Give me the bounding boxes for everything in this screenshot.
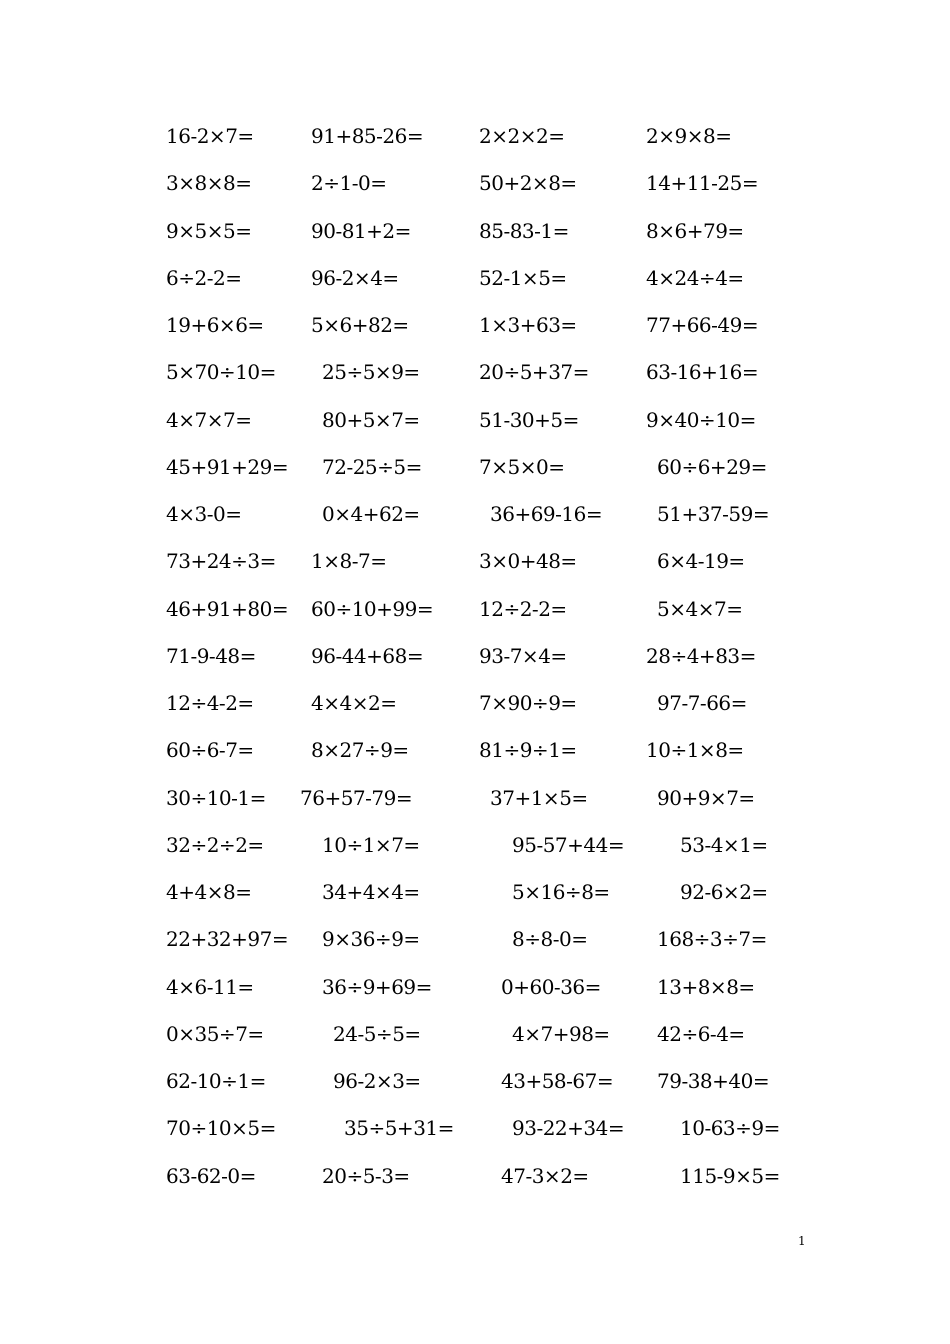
- math-problem: 8×27÷9=: [311, 738, 409, 763]
- math-problem: 92-6×2=: [680, 880, 768, 904]
- math-problem: 0+60-36=: [501, 974, 601, 999]
- math-problem: 97-7-66=: [657, 691, 747, 715]
- math-problem: 93-22+34=: [512, 1116, 625, 1141]
- math-problem: 45+91+29=: [166, 454, 289, 479]
- math-problem: 14+11-25=: [646, 171, 759, 196]
- problem-row: [0, 688, 950, 718]
- math-problem: 47-3×2=: [501, 1163, 589, 1188]
- math-problem: 4+4×8=: [166, 880, 252, 904]
- math-problem: 42÷6-4=: [657, 1021, 745, 1046]
- math-problem: 19+6×6=: [166, 313, 264, 337]
- problem-row: [0, 877, 950, 907]
- math-problem: 4×24÷4=: [646, 265, 744, 290]
- math-problem: 35÷5+31=: [344, 1116, 454, 1141]
- problem-row: [0, 594, 950, 624]
- math-problem: 2×9×8=: [646, 124, 732, 148]
- problem-row: [0, 830, 950, 860]
- math-problem: 9×36÷9=: [322, 927, 420, 952]
- math-problem: 7×5×0=: [479, 454, 565, 479]
- math-problem: 3×0+48=: [479, 549, 577, 574]
- math-problem: 51-30+5=: [479, 407, 579, 432]
- math-problem: 80+5×7=: [322, 407, 420, 432]
- problem-row: [0, 735, 950, 765]
- problem-row: [0, 924, 950, 954]
- math-problem: 34+4×4=: [322, 880, 420, 904]
- problem-row: [0, 1066, 950, 1096]
- math-problem: 2÷1-0=: [311, 171, 387, 196]
- problem-row: [0, 641, 950, 671]
- math-problem: 96-2×3=: [333, 1069, 421, 1093]
- math-problem: 28÷4+83=: [646, 643, 756, 668]
- math-problem: 62-10÷1=: [166, 1069, 266, 1093]
- math-problem: 60÷6-7=: [166, 738, 254, 763]
- math-problem: 4×6-11=: [166, 974, 254, 999]
- math-problem: 51+37-59=: [657, 502, 770, 526]
- math-problem: 10-63÷9=: [680, 1116, 780, 1141]
- math-problem: 81÷9÷1=: [479, 738, 577, 763]
- math-problem: 7×90÷9=: [479, 691, 577, 715]
- problem-row: [0, 263, 950, 293]
- problem-row: [0, 972, 950, 1002]
- math-problem: 95-57+44=: [512, 832, 625, 857]
- math-problem: 16-2×7=: [166, 124, 254, 148]
- problem-row: [0, 499, 950, 529]
- math-problem: 63-16+16=: [646, 360, 759, 385]
- math-problem: 13+8×8=: [657, 974, 755, 999]
- math-problem: 10÷1×7=: [322, 832, 420, 857]
- problem-row: [0, 357, 950, 387]
- math-problem: 36÷9+69=: [322, 974, 432, 999]
- problem-row: [0, 121, 950, 151]
- math-problem: 25÷5×9=: [322, 360, 420, 385]
- math-problem: 46+91+80=: [166, 596, 289, 621]
- math-problem: 60÷6+29=: [657, 454, 767, 479]
- math-problem: 8÷8-0=: [512, 927, 588, 952]
- math-problem: 85-83-1=: [479, 218, 569, 243]
- math-problem: 71-9-48=: [166, 643, 256, 668]
- math-problem: 90+9×7=: [657, 785, 755, 810]
- page-number: 1: [798, 1234, 806, 1248]
- math-problem: 9×5×5=: [166, 218, 252, 243]
- math-problem: 76+57-79=: [300, 785, 413, 810]
- math-problem: 1×3+63=: [479, 313, 577, 337]
- math-problem: 90-81+2=: [311, 218, 411, 243]
- math-problem: 9×40÷10=: [646, 407, 756, 432]
- math-problem: 91+85-26=: [311, 124, 424, 148]
- math-problem: 1×8-7=: [311, 549, 387, 574]
- math-problem: 72-25÷5=: [322, 454, 422, 479]
- math-problem: 3×8×8=: [166, 171, 252, 196]
- math-problem: 52-1×5=: [479, 265, 567, 290]
- math-problem: 96-44+68=: [311, 643, 424, 668]
- math-problem: 79-38+40=: [657, 1069, 770, 1093]
- math-problem: 24-5÷5=: [333, 1021, 421, 1046]
- math-problem: 6×4-19=: [657, 549, 745, 574]
- math-problem: 30÷10-1=: [166, 785, 266, 810]
- problem-row: [0, 783, 950, 813]
- math-problem: 20÷5-3=: [322, 1163, 410, 1188]
- math-problem: 22+32+97=: [166, 927, 289, 952]
- math-problem: 37+1×5=: [490, 785, 588, 810]
- math-problem: 43+58-67=: [501, 1069, 614, 1093]
- math-problem: 5×16÷8=: [512, 880, 610, 904]
- math-problem: 5×4×7=: [657, 596, 743, 621]
- problem-row: [0, 310, 950, 340]
- math-problem: 8×6+79=: [646, 218, 744, 243]
- math-problem: 73+24÷3=: [166, 549, 276, 574]
- math-problem: 4×3-0=: [166, 502, 242, 526]
- math-problem: 63-62-0=: [166, 1163, 256, 1188]
- math-problem: 20÷5+37=: [479, 360, 589, 385]
- problem-row: [0, 1113, 950, 1143]
- math-problem: 2×2×2=: [479, 124, 565, 148]
- math-problem: 6÷2-2=: [166, 265, 242, 290]
- problem-row: [0, 546, 950, 576]
- math-problem: 36+69-16=: [490, 502, 603, 526]
- math-problem: 5×70÷10=: [166, 360, 276, 385]
- math-problem: 12÷2-2=: [479, 596, 567, 621]
- math-problem: 4×4×2=: [311, 691, 397, 715]
- math-problem: 115-9×5=: [680, 1163, 780, 1188]
- math-problem: 4×7+98=: [512, 1021, 610, 1046]
- math-problem: 53-4×1=: [680, 832, 768, 857]
- math-problem: 77+66-49=: [646, 313, 759, 337]
- math-problem: 168÷3÷7=: [657, 927, 767, 952]
- math-problem: 50+2×8=: [479, 171, 577, 196]
- math-problem: 12÷4-2=: [166, 691, 254, 715]
- problem-row: [0, 452, 950, 482]
- problem-row: [0, 1161, 950, 1191]
- math-problem: 96-2×4=: [311, 265, 399, 290]
- math-problem: 70÷10×5=: [166, 1116, 276, 1141]
- math-problem: 4×7×7=: [166, 407, 252, 432]
- math-problem: 5×6+82=: [311, 313, 409, 337]
- problem-row: [0, 1019, 950, 1049]
- math-problem: 32÷2÷2=: [166, 832, 264, 857]
- problem-row: [0, 216, 950, 246]
- math-problem: 0×4+62=: [322, 502, 420, 526]
- math-problem: 93-7×4=: [479, 643, 567, 668]
- math-problem: 10÷1×8=: [646, 738, 744, 763]
- math-problem: 60÷10+99=: [311, 596, 434, 621]
- problem-row: [0, 405, 950, 435]
- problem-row: [0, 168, 950, 198]
- math-problem: 0×35÷7=: [166, 1021, 264, 1046]
